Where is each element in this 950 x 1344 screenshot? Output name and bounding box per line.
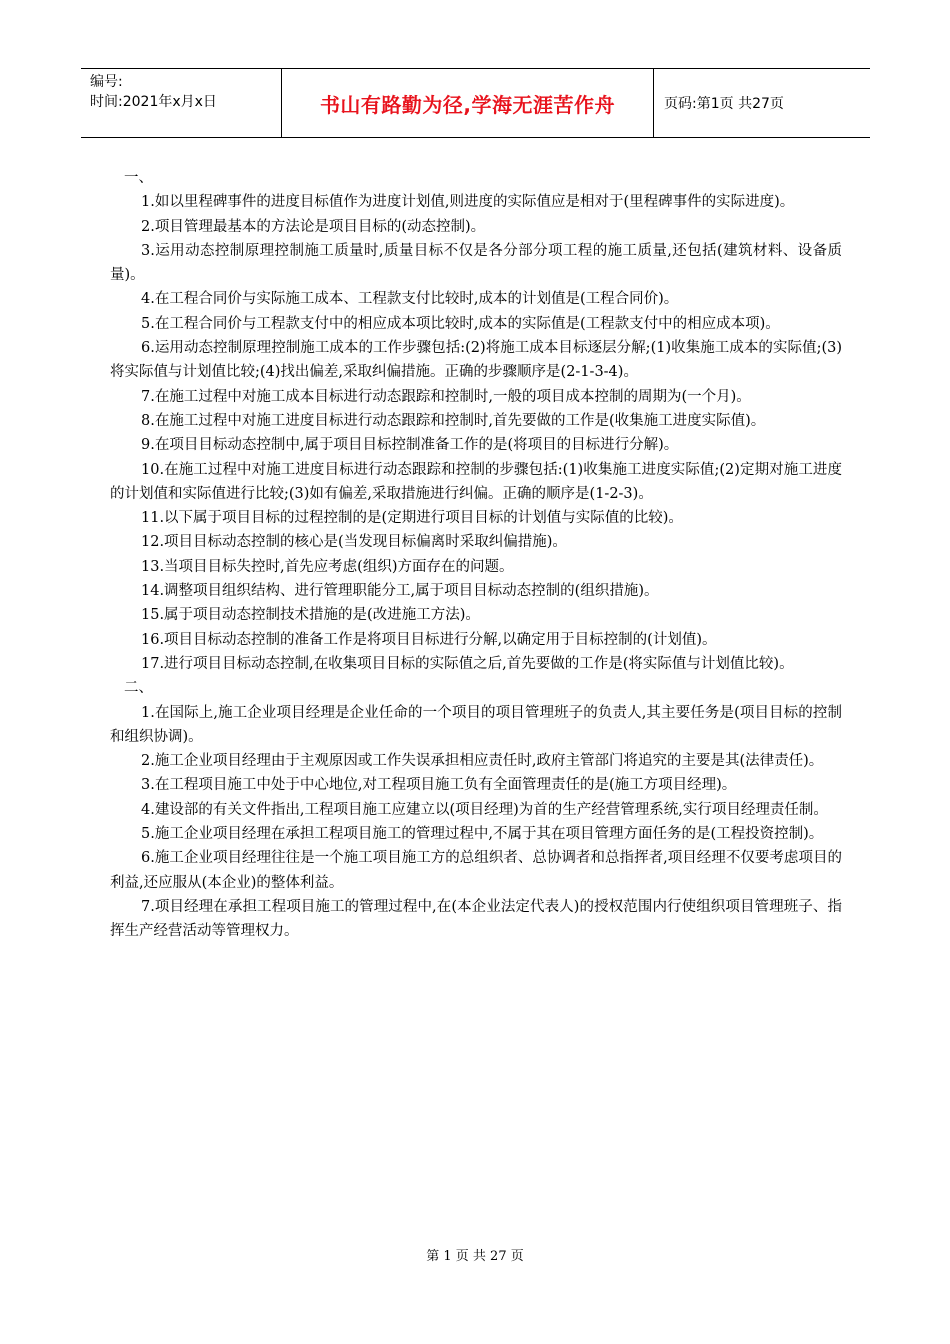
number-label: 编号: <box>90 74 123 90</box>
question-item: 7.项目经理在承担工程项目施工的管理过程中,在(本企业法定代表人)的授权范围内行使组织项目管理班子、指挥生产经营活动等管理权力。 <box>110 898 842 940</box>
question-item: 12.项目目标动态控制的核心是(当发现目标偏离时采取纠偏措施)。 <box>141 534 567 551</box>
page-footer: 第 1 页 共 27 页 <box>426 1249 524 1264</box>
question-item: 1.如以里程碑事件的进度目标值作为进度计划值,则进度的实际值应是相对于(里程碑事件的实际进度)。 <box>141 194 795 211</box>
question-item: 5.在工程合同价与工程款支付中的相应成本项比较时,成本的实际值是(工程款支付中的相应成本项)。 <box>141 315 780 332</box>
header-meta <box>81 69 282 137</box>
question-item: 6.运用动态控制原理控制施工成本的工作步骤包括:(2)将施工成本目标逐层分解;(1)收集施工成本的实际值;(3)将实际值与计划值比较;(4)找出偏差,采取纠偏措施。正确的步骤顺序是(2-1-3-4)。 <box>110 340 842 381</box>
question-item: 2.施工企业项目经理由于主观原因或工作失误承担相应责任时,政府主管部门将追究的主要是其(法律责任)。 <box>141 753 824 770</box>
header-motto: 书山有路勤为径,学海无涯苦作舟 <box>282 69 654 137</box>
question-item: 6.施工企业项目经理往往是一个施工项目施工方的总组织者、总协调者和总指挥者,项目经理不仅要考虑项目的利益,还应服从(本企业)的整体利益。 <box>110 850 842 891</box>
question-item: 13.当项目目标失控时,首先应考虑(组织)方面存在的问题。 <box>141 558 514 575</box>
question-item: 1.在国际上,施工企业项目经理是企业任命的一个项目的项目管理班子的负责人,其主要任务是(项目目标的控制和组织协调)。 <box>110 704 842 745</box>
question-item: 11.以下属于项目目标的过程控制的是(定期进行项目目标的计划值与实际值的比较)。 <box>141 510 683 527</box>
question-item: 3.运用动态控制原理控制施工质量时,质量目标不仅是各分部分项工程的施工质量,还包括(建筑材料、设备质量)。 <box>110 242 842 284</box>
question-item: 8.在施工过程中对施工进度目标进行动态跟踪和控制时,首先要做的工作是(收集施工进度实际值)。 <box>141 412 766 429</box>
question-item: 15.属于项目动态控制技术措施的是(改进施工方法)。 <box>141 607 480 624</box>
question-item: 2.项目管理最基本的方法论是项目目标的(动态控制)。 <box>141 218 486 235</box>
question-item: 17.进行项目目标动态控制,在收集项目目标的实际值之后,首先要做的工作是(将实际值与计划值比较)。 <box>141 655 794 672</box>
question-item: 10.在施工过程中对施工进度目标进行动态跟踪和控制的步骤包括:(1)收集施工进度实际值;(2)定期对施工进度的计划值和实际值进行比较;(3)如有偏差,采取措施进行纠偏。正确的顺序是(1-2-3)。 <box>110 461 842 502</box>
question-item: 7.在施工过程中对施工成本目标进行动态跟踪和控制时,一般的项目成本控制的周期为(一个月)。 <box>141 388 751 405</box>
question-item: 5.施工企业项目经理在承担工程项目施工的管理过程中,不属于其在项目管理方面任务的是(工程投资控制)。 <box>141 826 824 843</box>
question-item: 16.项目目标动态控制的准备工作是将项目目标进行分解,以确定用于目标控制的(计划值)。 <box>141 631 717 648</box>
question-item: 14.调整项目组织结构、进行管理职能分工,属于项目目标动态控制的(组织措施)。 <box>141 583 659 600</box>
section-heading: 二、 <box>124 680 153 697</box>
header-page-info: 页码:第1页 共27页 <box>664 96 784 112</box>
question-item: 4.在工程合同价与实际施工成本、工程款支付比较时,成本的计划值是(工程合同价)。 <box>141 291 679 308</box>
document-body <box>110 166 842 944</box>
section-heading: 一、 <box>124 170 153 186</box>
question-item: 3.在工程项目施工中处于中心地位,对工程项目施工负有全面管理责任的是(施工方项目经理)。 <box>141 777 737 794</box>
time-label: 时间:2021年x月x日 <box>90 94 217 110</box>
question-item: 4.建设部的有关文件指出,工程项目施工应建立以(项目经理)为首的生产经营管理系统,实行项目经理责任制。 <box>141 801 828 818</box>
document-header <box>81 68 870 138</box>
question-item: 9.在项目目标动态控制中,属于项目目标控制准备工作的是(将项目的目标进行分解)。 <box>141 437 679 454</box>
